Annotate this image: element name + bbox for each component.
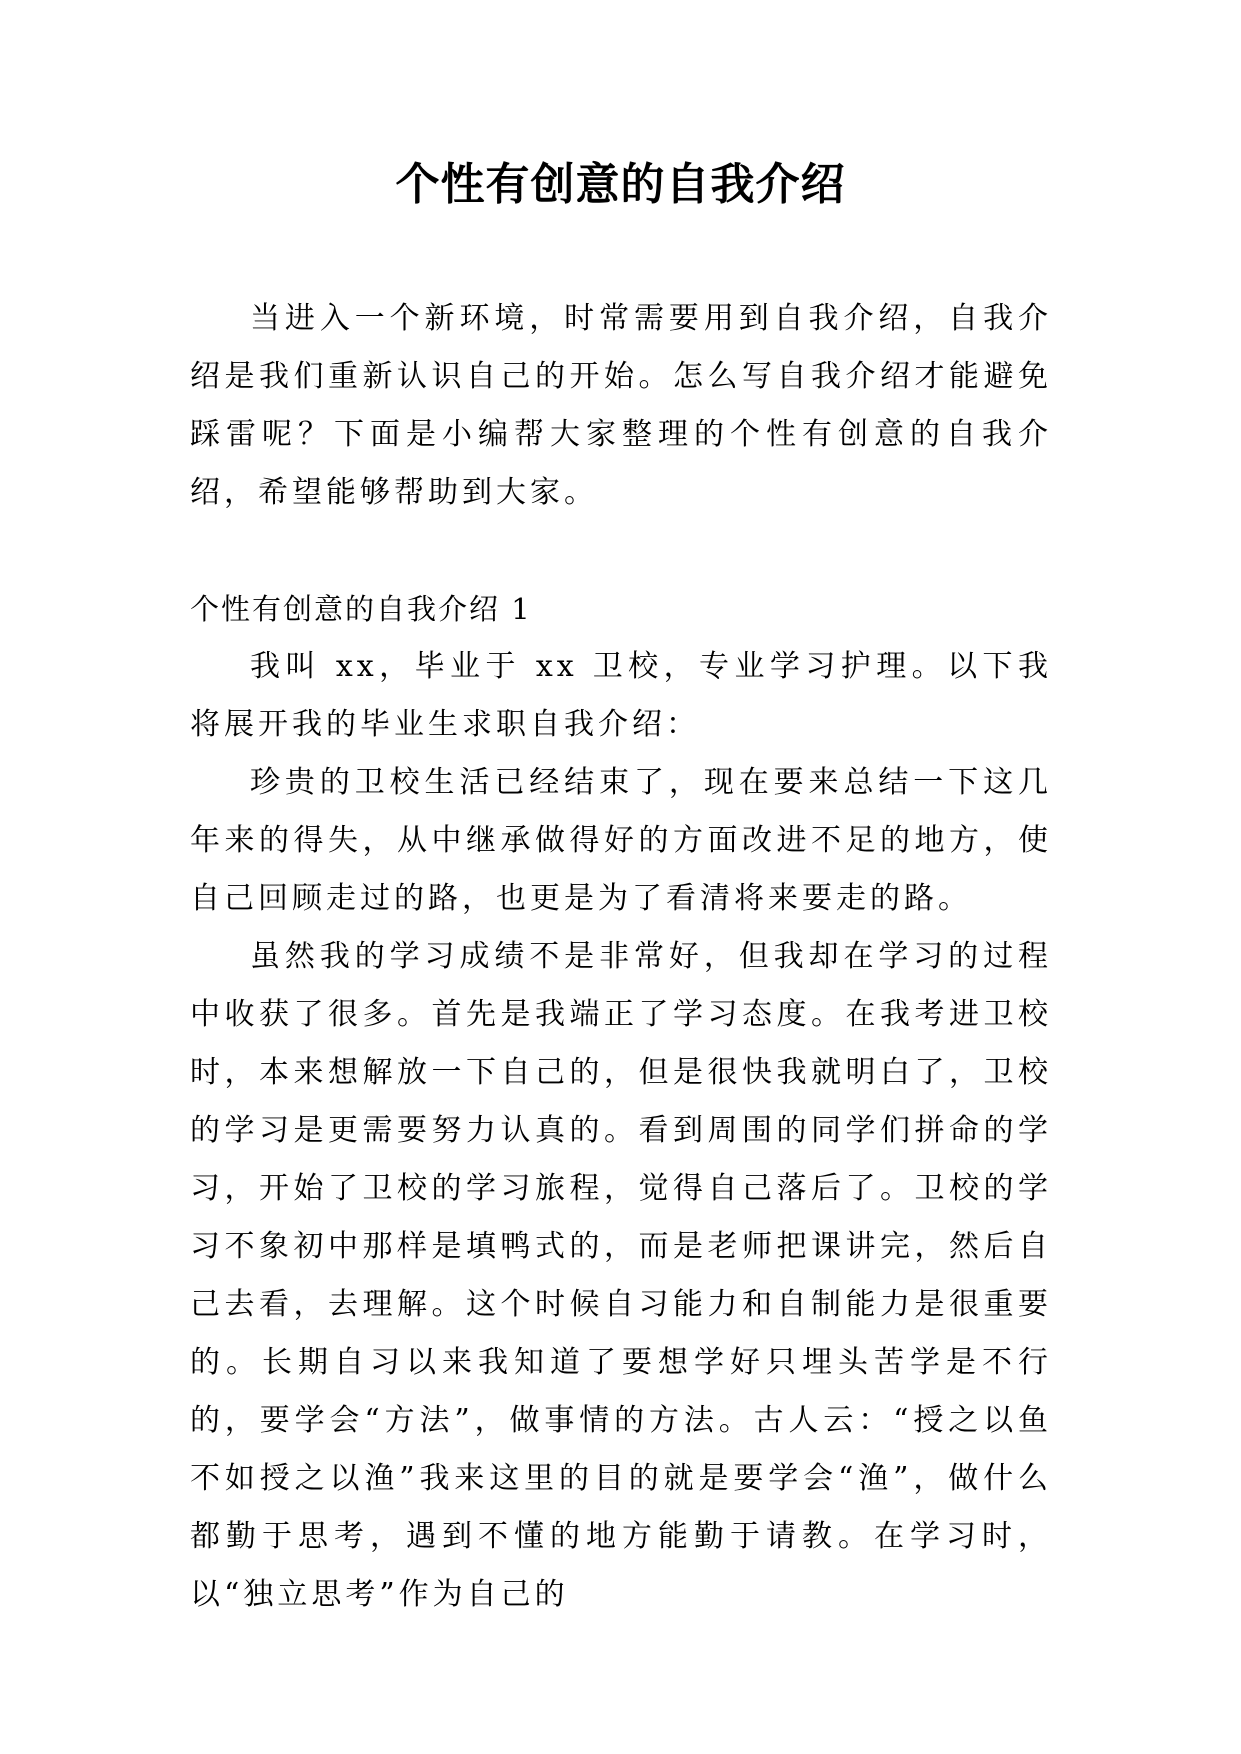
document-body <box>190 290 1052 1624</box>
body-paragraph: 虽然我的学习成绩不是非常好，但我却在学习的过程中收获了很多。首先是我端正了学习态度。在我考进卫校时，本来想解放一下自己的，但是很快我就明白了，卫校的学习是更需要努力认真的。看到周围的同学们拼命的学习，开始了卫校的学习旅程，觉得自己落后了。卫校的学习不象初中那样是填鸭式的，而是老师把课讲完，然后自己去看，去理解。这个时候自习能力和自制能力是很重要的。长期自习以来我知道了要想学好只埋头苦学是不行的，要学会“方法”，做事情的方法。古人云：“授之以鱼不如授之以渔”我来这里的目的就是要学会“渔”，做什么都勤于思考，遇到不懂的地方能勤于请教。在学习时，以“独立思考”作为自己的 <box>190 939 1052 1612</box>
section-heading: 个性有创意的自我介绍 1 <box>190 592 532 626</box>
body-paragraph: 我叫 xx，毕业于 xx 卫校，专业学习护理。以下我将展开我的毕业生求职自我介绍： <box>190 649 1052 742</box>
intro-paragraph: 当进入一个新环境，时常需要用到自我介绍，自我介绍是我们重新认识自己的开始。怎么写自我介绍才能避免踩雷呢？下面是小编帮大家整理的个性有创意的自我介绍，希望能够帮助到大家。 <box>190 301 1052 510</box>
body-paragraph: 珍贵的卫校生活已经结束了，现在要来总结一下这几年来的得失，从中继承做得好的方面改进不足的地方，使自己回顾走过的路，也更是为了看清将来要走的路。 <box>190 765 1052 916</box>
page-title: 个性有创意的自我介绍 <box>395 159 846 210</box>
